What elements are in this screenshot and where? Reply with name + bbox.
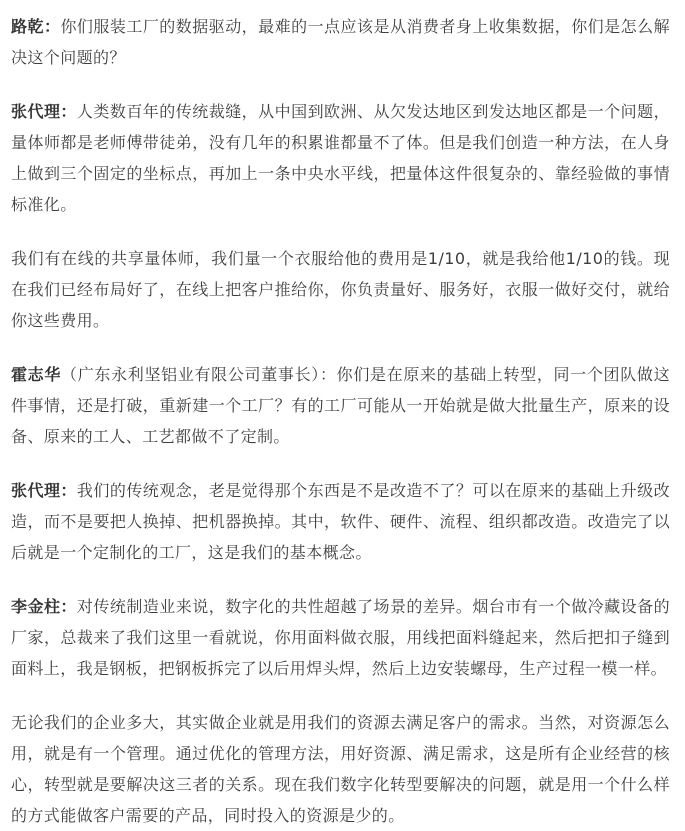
paragraph-2: [11, 96, 670, 220]
speaker-name: 李金柱：: [11, 597, 77, 616]
paragraph-5: [11, 475, 670, 568]
paragraph-4: [11, 359, 670, 452]
paragraph-text: 人类数百年的传统裁缝，从中国到欧洲、从欠发达地区到发达地区都是一个问题，量体师都是老师傅带徒弟，没有几年的积累谁都量不了体。但是我们创造一种方法，在人身上做到三个固定的坐标点，再加上一条中央水平线，把量体这件很复杂的、靠经验做的事情标准化。: [11, 102, 670, 214]
paragraph-text: 你们是在原来的基础上转型，同一个团队做这件事情，还是打破，重新建一个工厂？有的工厂可能从一开始就是做大批量生产，原来的设备、原来的工人、工艺都做不了定制。: [11, 365, 670, 446]
speaker-title: （广东永利坚铝业有限公司董事长）：: [61, 365, 337, 384]
paragraph-1: [11, 11, 670, 73]
speaker-name: 张代理：: [11, 481, 77, 500]
paragraph-text: 无论我们的企业多大，其实做企业就是用我们的资源去满足客户的需求。当然，对资源怎么用，就是有一个管理。通过优化的管理方法，用好资源、满足需求，这是所有企业经营的核心，转型就是要解决这三者的关系。现在我们数字化转型要解决的问题，就是用一个什么样的方式能做客户需要的产品，同时投入的资源是少的。: [11, 713, 670, 825]
paragraph-3: [11, 243, 670, 336]
paragraph-text: 你们服装工厂的数据驱动，最难的一点应该是从消费者身上收集数据，你们是怎么解决这个问题的？: [11, 17, 670, 67]
paragraph-6: [11, 591, 670, 684]
speaker-name: 张代理：: [11, 102, 77, 121]
speaker-name: 路乾：: [11, 17, 61, 36]
paragraph-text: 我们的传统观念，老是觉得那个东西是不是改造不了？可以在原来的基础上升级改造，而不是要把人换掉、把机器换掉。其中，软件、硬件、流程、组织都改造。改造完了以后就是一个定制化的工厂，这是我们的基本概念。: [11, 481, 670, 562]
speaker-name: 霍志华: [11, 365, 62, 384]
paragraph-text: 我们有在线的共享量体师，我们量一个衣服给他的费用是1/10，就是我给他1/10的钱。现在我们已经布局好了，在线上把客户推给你，你负责量好、服务好，衣服一做好交付，就给你这些费用。: [11, 249, 670, 330]
paragraph-7: [11, 707, 670, 831]
paragraph-text: 对传统制造业来说，数字化的共性超越了场景的差异。烟台市有一个做冷藏设备的厂家，总裁来了我们这里一看就说，你用面料做衣服，用线把面料缝起来，然后把扣子缝到面料上，我是钢板，把钢板拆完了以后用焊头焊，然后上边安装螺母，生产过程一模一样。: [11, 597, 670, 678]
